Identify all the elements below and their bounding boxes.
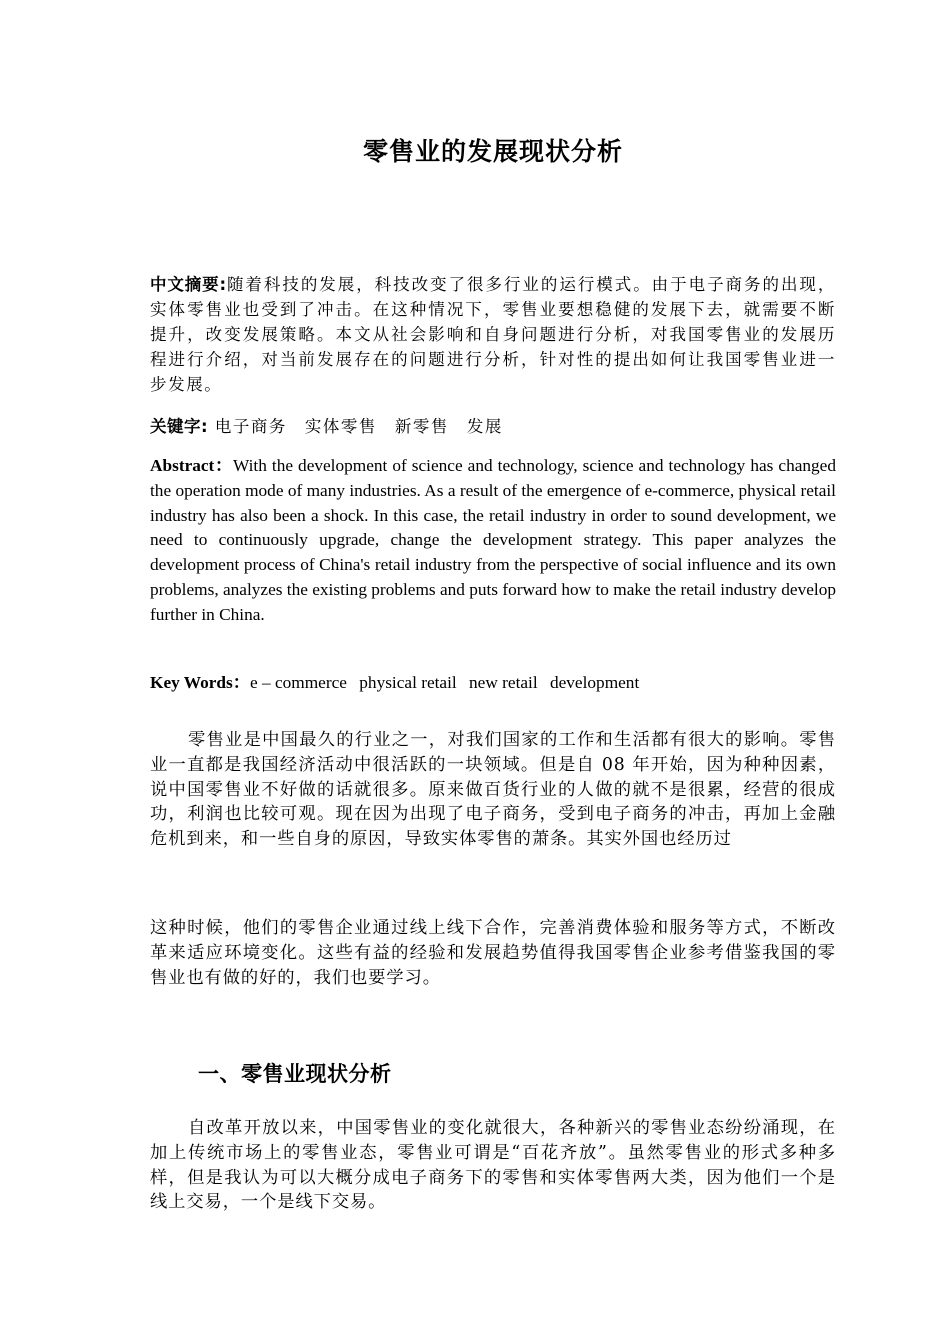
body-paragraph-2: 这种时候，他们的零售企业通过线上线下合作，完善消费体验和服务等方式，不断改革来适应环境变化。这些有益的经验和发展趋势值得我国零售企业参考借鉴我国的零售业也有做的好的，我们也要学习。 (150, 918, 836, 988)
english-abstract-label: Abstract： (150, 456, 234, 475)
chinese-keyword: 电子商务 (214, 417, 287, 436)
chinese-abstract-text: 随着科技的发展，科技改变了很多行业的运行模式。由于电子商务的出现，实体零售业也受到了冲击。在这种情况下，零售业要想稳健的发展下去，就需要不断提升，改变发展策略。本文从社会影响和自身问题进行分析，对我国零售业的发展历程进行介绍，对当前发展存在的问题进行分析，针对性的提出如何让我国零售业进一步发展。 (150, 275, 836, 394)
chinese-keywords-label: 关键字: (150, 417, 209, 436)
body-paragraph-1: 零售业是中国最久的行业之一，对我们国家的工作和生活都有很大的影响。零售业一直都是我国经济活动中很活跃的一块领域。但是自 08 年开始，因为种种因素，说中国零售业不好做的话就很多。原来做百货行业的人做的就不是很累，经营的很成功，利润也比较可观。现在因为出现了电子商务，受到电子商务的冲击，再加上金融危机到来，和一些自身的原因，导致实体零售的萧条。其实外国也经历过 (150, 730, 836, 850)
chinese-keyword: 实体零售 (304, 417, 377, 436)
chinese-keyword: 新零售 (394, 417, 449, 436)
chinese-keyword: 发展 (466, 417, 503, 436)
section-heading: 一、零售业现状分析 (198, 1062, 392, 1086)
page-title: 零售业的发展现状分析 (362, 137, 623, 166)
english-keyword: new retail (469, 673, 538, 692)
english-keywords-label: Key Words： (150, 673, 251, 692)
english-keyword: physical retail (359, 673, 457, 692)
chinese-abstract-label: 中文摘要: (150, 275, 227, 294)
english-keyword: e – commerce (250, 673, 347, 692)
body-paragraph-3: 自改革开放以来，中国零售业的变化就很大，各种新兴的零售业态纷纷涌现，在加上传统市场上的零售业态，零售业可谓是“百花齐放”。虽然零售业的形式多种多样，但是我认为可以大概分成电子商务下的零售和实体零售两大类，因为他们一个是线上交易，一个是线下交易。 (150, 1118, 836, 1213)
chinese-abstract (150, 272, 836, 397)
chinese-keywords (150, 414, 836, 439)
english-keyword: development (549, 673, 640, 692)
english-abstract (150, 454, 836, 628)
english-abstract-text: With the development of science and technology, science and technology has changed the operation mode of many industries. As a result of the emergence of e-commerce, physical retail industry has also been a shock. In this case, the retail industry in order to sound development, we need to continuously upgrade, change the development strategy. This paper analyzes the development process of China's retail industry from the perspective of social influence and its own problems, analyzes the existing problems and puts forward how to make the retail industry develop further in China. (150, 456, 836, 624)
english-keywords (150, 670, 836, 695)
